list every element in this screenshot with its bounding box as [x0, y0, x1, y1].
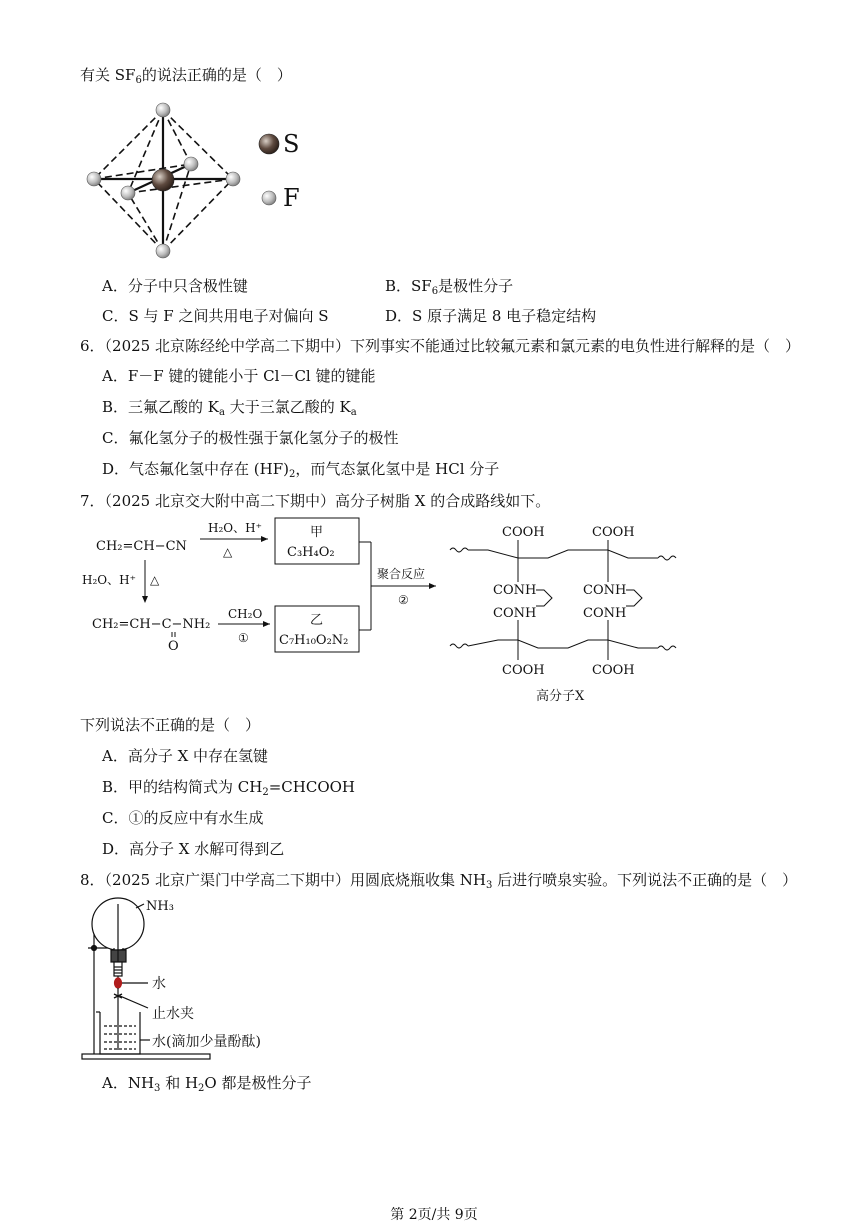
- cooh-bottom-left: COOH: [502, 663, 545, 678]
- q6-option-c: C．氟化氢分子的极性强于氯化氢分子的极性: [102, 429, 399, 447]
- legend-s-label: S: [283, 130, 300, 158]
- q5-stem: 有关 $SF_6$的说法正确的是（ ）: [80, 66, 292, 86]
- cooh-bottom-right: COOH: [592, 663, 635, 678]
- conh-upper-right: CONH: [583, 583, 627, 598]
- acrylonitrile-formula: CH₂=CH−CN: [96, 539, 187, 554]
- q6-option-a: A．F－F 键的键能小于 Cl－Cl 键的键能: [102, 367, 376, 385]
- q7-stem: 7．（2025 北京交大附中高二下期中）高分子树脂 X 的合成路线如下。: [80, 492, 551, 510]
- condition-1-bottom: △: [223, 545, 233, 559]
- condition-2-bottom: ①: [238, 631, 249, 645]
- nh3-label: NH₃: [146, 899, 174, 914]
- q7-option-d: D．高分子 X 水解可得到乙: [102, 840, 285, 858]
- q8-stem: 8．（2025 北京广渠门中学高二下期中）用圆底烧瓶收集 $NH_3$ 后进行喷泉实验。下列说法不正确的是（ ）: [80, 871, 798, 891]
- synthesis-route-figure: [82, 514, 688, 706]
- acrylamide-formula: CH₂=CH−C−NH₂: [92, 617, 211, 632]
- q5-option-c: C．S 与 F 之间共用电子对偏向 S: [102, 307, 329, 325]
- jia-formula: C₃H₄O₂: [287, 545, 335, 560]
- condition-1-top: H₂O、H⁺: [208, 521, 262, 535]
- q6-option-d: D．气态氟化氢中存在 $(HF)_2$，而气态氯化氢中是 HCl 分子: [102, 460, 500, 480]
- polymerization-label: 聚合反应: [377, 567, 426, 581]
- q7-stem-2: 下列说法不正确的是（ ）: [80, 716, 261, 734]
- legend-f-label: F: [283, 184, 300, 212]
- yi-formula: C₇H₁₀O₂N₂: [279, 633, 349, 648]
- q6-option-b: B．三氟乙酸的 $K_a$ 大于三氯乙酸的 $K_a$: [102, 398, 357, 418]
- q8-option-a: A．$NH_3$ 和 $H_2O$ 都是极性分子: [102, 1074, 312, 1094]
- water-label: 水: [152, 976, 166, 992]
- conh-lower-left: CONH: [493, 606, 537, 621]
- clamp-label: 止水夹: [152, 1006, 194, 1022]
- condition-down: H₂O、H⁺: [82, 573, 136, 587]
- yi-name: 乙: [310, 613, 324, 628]
- polymerization-step: ②: [398, 593, 409, 607]
- q5-option-a: A．分子中只含极性键: [102, 277, 248, 295]
- water-phenolphthalein-label: 水(滴加少量酚酞): [152, 1034, 261, 1050]
- fountain-experiment-figure: [78, 894, 308, 1064]
- condition-down-symbol: △: [150, 573, 160, 587]
- cooh-top-left: COOH: [502, 525, 545, 540]
- cooh-top-right: COOH: [592, 525, 635, 540]
- q5-option-b: B．$SF_6$是极性分子: [385, 277, 514, 297]
- sf6-structure-figure: [76, 96, 336, 266]
- page-footer: 第 2页/共 9页: [390, 1207, 478, 1223]
- condition-2-top: CH₂O: [228, 607, 263, 621]
- jia-name: 甲: [310, 525, 324, 540]
- q7-option-a: A．高分子 X 中存在氢键: [102, 747, 269, 765]
- amide-oxygen: O: [168, 639, 179, 654]
- q5-option-d: D．S 原子满足 8 电子稳定结构: [385, 307, 597, 325]
- q7-option-b: B．甲的结构简式为 $CH_2=CHCOOH$: [102, 778, 356, 798]
- q7-option-c: C．①的反应中有水生成: [102, 809, 264, 827]
- conh-lower-right: CONH: [583, 606, 627, 621]
- conh-upper-left: CONH: [493, 583, 537, 598]
- polymer-x-label: 高分子X: [536, 689, 585, 704]
- q6-stem: 6．（2025 北京陈经纶中学高二下期中）下列事实不能通过比较氟元素和氯元素的电负性进行解释的是（ ）: [80, 337, 800, 355]
